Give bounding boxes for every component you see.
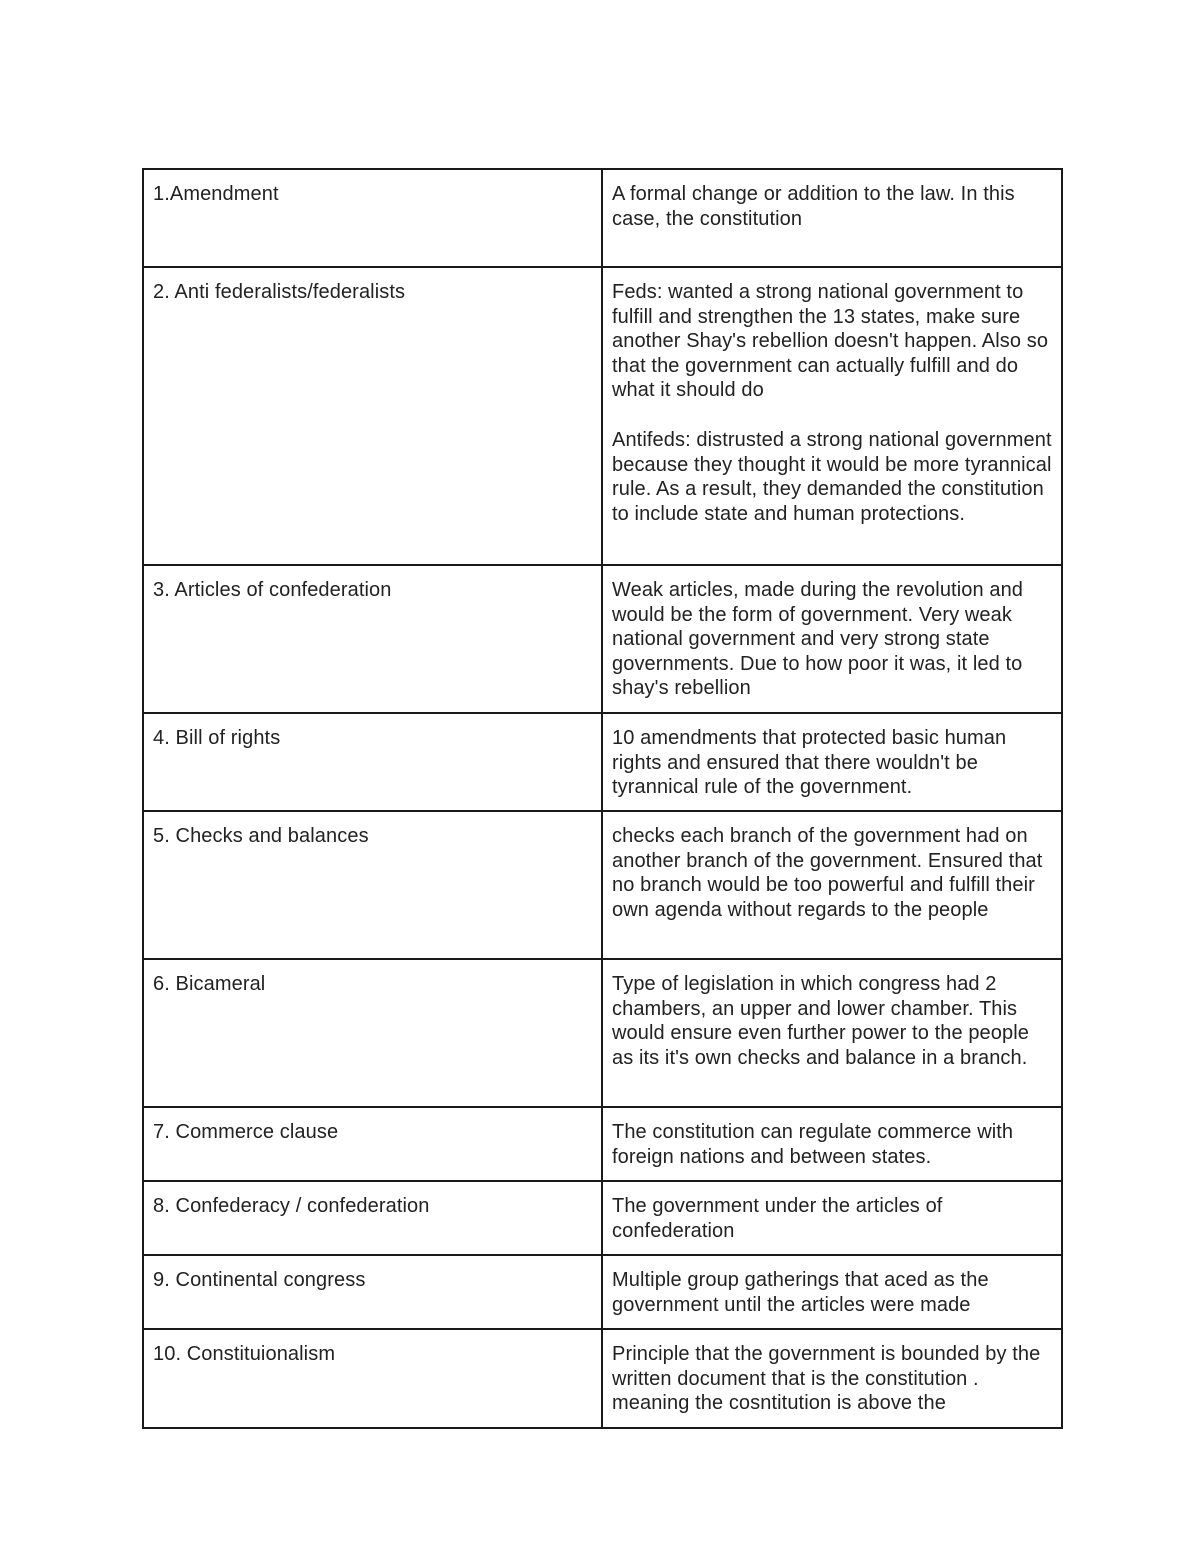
term-cell: 9. Continental congress	[143, 1255, 602, 1329]
table-row	[143, 1255, 1062, 1329]
term-cell: 2. Anti federalists/federalists	[143, 267, 602, 565]
definition-paragraph: 10 amendments that protected basic human rights and ensured that there wouldn't be tyrannical rule of the government.	[612, 727, 1007, 799]
definition-cell	[602, 1255, 1062, 1329]
table-row	[143, 1181, 1062, 1255]
definition-cell	[602, 169, 1062, 267]
definition-cell	[602, 565, 1062, 713]
table-row	[143, 713, 1062, 811]
definition-cell	[602, 267, 1062, 565]
table-row	[143, 267, 1062, 565]
term-cell: 8. Confederacy / confederation	[143, 1181, 602, 1255]
definition-cell	[602, 1181, 1062, 1255]
table-row	[143, 959, 1062, 1107]
definition-paragraph: Antifeds: distrusted a strong national government because they thought it would be more tyrannical rule. As a result, they demanded the constitution to include state and human protections.	[612, 428, 1052, 525]
definition-cell	[602, 1107, 1062, 1181]
term-cell: 1.Amendment	[143, 169, 602, 267]
table-row	[143, 811, 1062, 959]
definition-paragraph: Feds: wanted a strong national government to fulfill and strengthen the 13 states, make sure another Shay's rebellion doesn't happen. Also so that the government can actually fulfill and do what it should do	[612, 281, 1049, 402]
definition-cell	[602, 1329, 1062, 1428]
definition-paragraph: checks each branch of the government had on another branch of the government. Ensured that no branch would be too powerful and fulfill their own agenda without regards to the people	[612, 825, 1043, 921]
definition-paragraph: The constitution can regulate commerce with foreign nations and between states.	[612, 1121, 1014, 1168]
table-row	[143, 169, 1062, 267]
definition-cell	[602, 811, 1062, 959]
table-row	[143, 1329, 1062, 1428]
definition-paragraph: Type of legislation in which congress had 2 chambers, an upper and lower chamber. This would ensure even further power to the people as its it's own checks and balance in a branch.	[612, 973, 1029, 1069]
definition-paragraph: Weak articles, made during the revolution and would be the form of government. Very weak national government and very strong state governments. Due to how poor it was, it led to shay's rebellion	[612, 579, 1024, 700]
term-cell: 6. Bicameral	[143, 959, 602, 1107]
definition-paragraph: The government under the articles of confederation	[612, 1195, 943, 1242]
term-cell: 5. Checks and balances	[143, 811, 602, 959]
definition-paragraph: Multiple group gatherings that aced as the government until the articles were made	[612, 1269, 989, 1316]
term-cell: 10. Constituionalism	[143, 1329, 602, 1428]
definition-cell	[602, 959, 1062, 1107]
definition-paragraph: A formal change or addition to the law. In this case, the constitution	[612, 183, 1015, 230]
definition-paragraph: Principle that the government is bounded by the written document that is the constitution . meaning the cosntitution is above the	[612, 1343, 1041, 1415]
table-row	[143, 565, 1062, 713]
table-row	[143, 1107, 1062, 1181]
definition-cell	[602, 713, 1062, 811]
vocabulary-table	[142, 168, 1063, 1429]
term-cell: 3. Articles of confederation	[143, 565, 602, 713]
term-cell: 4. Bill of rights	[143, 713, 602, 811]
term-cell: 7. Commerce clause	[143, 1107, 602, 1181]
